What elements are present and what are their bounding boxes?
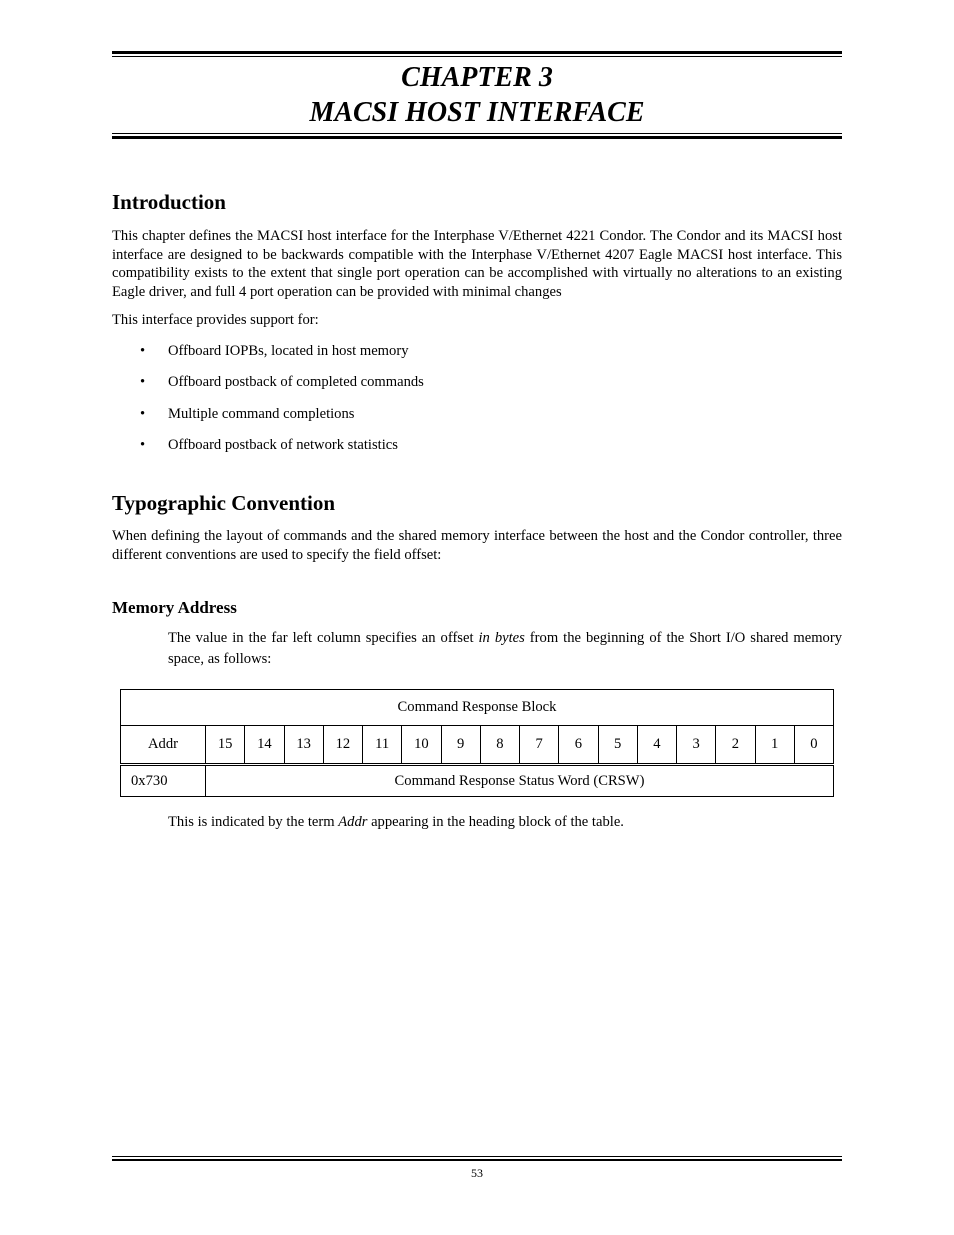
header-rule-top-thin: [112, 56, 842, 57]
bit-header-cell: 10: [402, 726, 441, 765]
memory-address-text-1: The value in the far left column specifies an offset: [168, 630, 479, 646]
typographic-paragraph: When defining the layout of commands and the shared memory interface between the host and the Condor controller, three different conventions are used to specify the field offset:: [112, 528, 842, 563]
bit-header-cell: 9: [441, 726, 480, 765]
introduction-paragraph: This chapter defines the MACSI host interface for the Interphase V/Ethernet 4221 Condor. The Condor and its MACSI host interface are designed to be backwards compatible with the Interphase V/Ethernet 4207 Eagle MACSI host interface. This compatibility exists to the extent that single port operation can be accomplished with virtually no alterations to an existing Eagle driver, and full 4 port operation can be provided with minimal changes: [112, 228, 842, 301]
list-item-text: Multiple command completions: [168, 405, 355, 422]
table-row: [121, 765, 834, 797]
footer-rule-thin: [112, 1156, 842, 1157]
chapter-name: MACSI HOST INTERFACE: [309, 97, 645, 128]
typographic-convention-heading: Typographic Convention: [112, 491, 336, 515]
addr-cell: 0x730: [121, 765, 206, 797]
bit-header-cell: 14: [245, 726, 284, 765]
bit-header-cell: 0: [794, 726, 833, 765]
bullet-symbol: •: [140, 343, 146, 359]
list-item-text: Offboard postback of network statistics: [168, 436, 398, 453]
bit-header-cell: 2: [716, 726, 755, 765]
addr-note-paragraph: [168, 812, 842, 833]
list-item-text: Offboard postback of completed commands: [168, 374, 424, 391]
bit-header-cell: 4: [637, 726, 676, 765]
page-number: 53: [471, 1166, 483, 1180]
bit-header-cell: 1: [755, 726, 794, 765]
list-item-text: Offboard IOPBs, located in host memory: [168, 343, 409, 359]
addr-note-text-2: appearing in the heading block of the table.: [367, 814, 624, 830]
memory-address-paragraph: [168, 628, 842, 670]
addr-note-text-1: This is indicated by the term: [168, 814, 339, 830]
bit-header-cell: 7: [520, 726, 559, 765]
command-response-block-table: [120, 689, 834, 797]
memory-address-text-2: from the beginning of the Short I/O shared memory space, as follows:: [168, 630, 843, 667]
bit-header-cell: 5: [598, 726, 637, 765]
bit-header-cell: 6: [559, 726, 598, 765]
bit-header-cell: 12: [323, 726, 362, 765]
table-header-row: [121, 726, 834, 765]
memory-address-emphasis: in bytes: [478, 630, 525, 646]
table-title-row: [121, 690, 834, 726]
introduction-heading: Introduction: [112, 190, 226, 214]
header-rule-top-thick: [112, 51, 842, 54]
bit-header-cell: 11: [363, 726, 402, 765]
table-title: Command Response Block: [121, 690, 834, 726]
addr-note-emphasis: Addr: [338, 814, 368, 830]
header-rule-bottom-thick: [112, 136, 842, 139]
bullet-symbol: •: [140, 374, 146, 391]
support-intro-paragraph: This interface provides support for:: [112, 312, 319, 328]
field-cell: Command Response Status Word (CRSW): [206, 765, 834, 797]
bit-header-cell: 13: [284, 726, 323, 765]
header-rule-bottom-thin: [112, 133, 842, 134]
bit-header-cell: 3: [677, 726, 716, 765]
chapter-number: CHAPTER 3: [401, 62, 553, 93]
bit-header-cell: 15: [206, 726, 245, 765]
bit-header-cell: 8: [480, 726, 519, 765]
chapter-title: [112, 60, 842, 130]
bullet-symbol: •: [140, 405, 146, 422]
addr-header-cell: Addr: [121, 726, 206, 765]
footer-rule-thick: [112, 1159, 842, 1161]
memory-address-heading: Memory Address: [112, 598, 237, 617]
bullet-symbol: •: [140, 436, 146, 453]
